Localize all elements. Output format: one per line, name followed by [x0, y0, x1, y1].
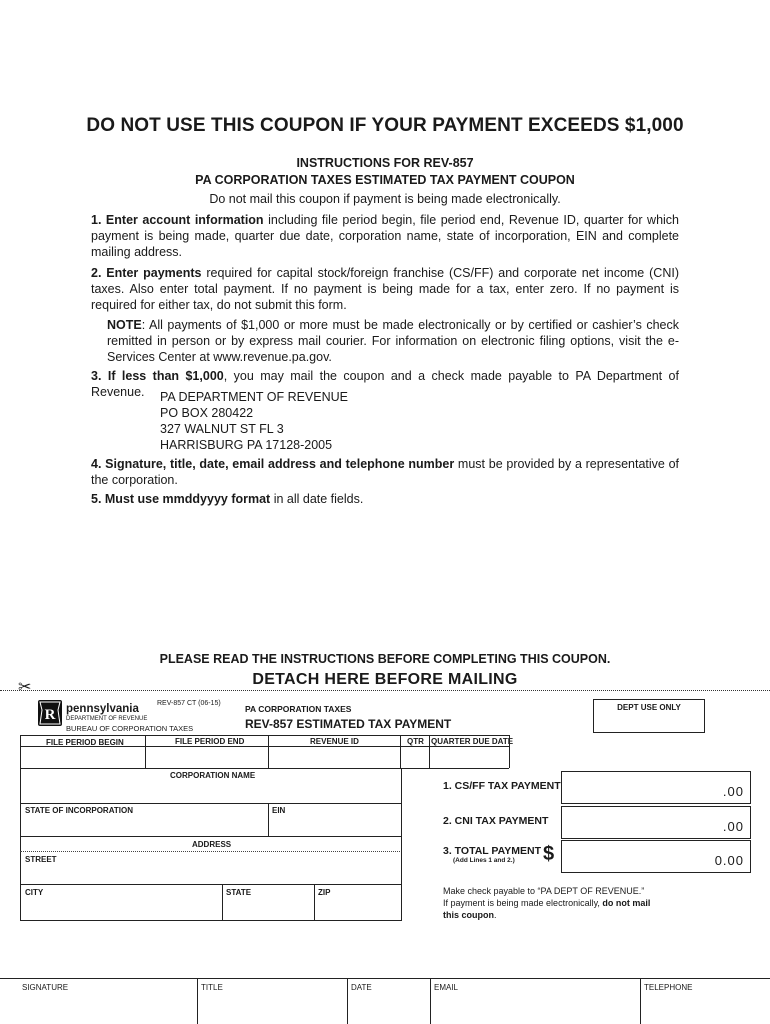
quarter-due-date-input[interactable]	[431, 748, 507, 766]
instruction-item-4-lead: 4. Signature, title, date, email address and telephone number	[91, 457, 455, 471]
instruction-item-4-text: must be provided by a representative of the corporation.	[91, 457, 679, 487]
logo-wordmark: pennsylvania	[66, 703, 139, 715]
file-period-end-label: FILE PERIOD END	[175, 737, 245, 746]
detach-line	[0, 690, 770, 691]
mailing-address	[160, 389, 348, 453]
state-label: STATE	[226, 888, 252, 897]
corporation-name-input[interactable]	[22, 781, 398, 801]
page-headline: DO NOT USE THIS COUPON IF YOUR PAYMENT EXCEEDS $1,000	[86, 115, 684, 136]
rule	[430, 978, 431, 1024]
pa-keystone-logo-icon	[38, 700, 62, 726]
note-lead: NOTE	[107, 318, 142, 332]
instruction-item-1-lead: 1. Enter account information	[91, 213, 264, 227]
quarter-due-date-label: QUARTER DUE DATE	[431, 737, 514, 746]
address-label: ADDRESS	[192, 840, 232, 849]
instruction-item-2-text: required for capital stock/foreign franchise (CS/FF) and corporate net income (CNI) taxes. Also enter total payment. If no payment is being made for a tax, enter zero. If no payment is required for either tax, do not submit this form.	[91, 266, 679, 312]
file-period-begin-label: FILE PERIOD BEGIN	[46, 738, 124, 747]
zip-label: ZIP	[318, 888, 331, 897]
rule	[314, 884, 315, 920]
address-line-4: HARRISBURG PA 17128-2005	[160, 438, 333, 452]
check-note-end: .	[494, 910, 497, 920]
rule	[20, 746, 509, 747]
date-label: DATE	[351, 983, 372, 992]
rule	[347, 978, 348, 1024]
cni-payment-input[interactable]	[561, 806, 751, 839]
telephone-label: TELEPHONE	[644, 983, 693, 992]
total-payment-sublabel: (Add Lines 1 and 2.)	[453, 857, 515, 864]
title-label: TITLE	[201, 983, 223, 992]
cs-ff-amount: .00	[722, 784, 744, 799]
cs-ff-payment-label: 1. CS/FF TAX PAYMENT	[443, 780, 561, 792]
instructions-note: Do not mail this coupon if payment is being made electronically.	[209, 192, 561, 206]
dept-use-label: DEPT USE ONLY	[617, 703, 681, 712]
rule	[429, 735, 430, 768]
state-of-incorporation-input[interactable]	[22, 816, 266, 834]
dept-use-box	[593, 699, 705, 733]
instruction-item-5-lead: 5. Must use mmddyyyy format	[91, 492, 271, 506]
corporation-name-label: CORPORATION NAME	[170, 771, 256, 780]
form-code: REV-857 CT (06-15)	[157, 700, 221, 707]
instruction-item-1	[91, 212, 679, 260]
rule	[145, 735, 146, 768]
street-input[interactable]	[22, 864, 398, 882]
note-text: : All payments of $1,000 or more must be made electronically or by certified or cashier’s check remitted in person or by express mail courier. For information on electronic filing options, visit the e-Services Center at www.revenue.pa.gov.	[107, 318, 679, 364]
address-line-2: PO BOX 280422	[160, 406, 254, 420]
svg-text:R: R	[44, 707, 56, 723]
address-line-1: PA DEPARTMENT OF REVENUE	[160, 390, 349, 404]
file-period-end-input[interactable]	[147, 748, 266, 766]
rule	[0, 978, 770, 979]
detach-heading: DETACH HERE BEFORE MAILING	[252, 671, 518, 688]
read-instructions-banner: PLEASE READ THE INSTRUCTIONS BEFORE COMPLETING THIS COUPON.	[159, 652, 611, 666]
qtr-input[interactable]	[402, 748, 427, 766]
ein-input[interactable]	[270, 816, 398, 834]
zip-input[interactable]	[316, 898, 398, 918]
instruction-item-2	[91, 265, 679, 313]
scissors-icon: ✂	[18, 679, 32, 696]
instruction-item-3-text: , you may mail the coupon and a check made payable to PA Department of Revenue.	[91, 369, 679, 399]
qtr-label: QTR	[407, 737, 424, 746]
instruction-item-3-lead: 3. If less than $1,000	[91, 369, 224, 383]
telephone-input[interactable]	[642, 994, 768, 1022]
email-input[interactable]	[432, 994, 638, 1022]
city-label: CITY	[25, 888, 44, 897]
rule	[222, 884, 223, 920]
bureau-name: BUREAU OF CORPORATION TAXES	[66, 724, 194, 733]
check-payable-note	[443, 885, 650, 921]
cni-amount: .00	[722, 819, 744, 834]
ein-label: EIN	[272, 806, 286, 815]
instruction-note-payments	[107, 317, 679, 365]
form-title: REV-857 ESTIMATED TAX PAYMENT	[245, 717, 452, 731]
rule	[509, 735, 510, 768]
logo-department: DEPARTMENT OF REVENUE	[66, 716, 148, 722]
signature-input[interactable]	[2, 994, 195, 1022]
revenue-id-input[interactable]	[270, 748, 398, 766]
rule	[20, 851, 400, 852]
check-note-bold1: do not mail	[602, 898, 651, 908]
instruction-item-4	[91, 456, 679, 488]
rule	[20, 836, 401, 837]
email-label: EMAIL	[434, 983, 459, 992]
tax-line: PA CORPORATION TAXES	[245, 704, 352, 714]
total-payment-label: 3. TOTAL PAYMENT	[443, 845, 542, 857]
rule	[197, 978, 198, 1024]
rule	[268, 735, 269, 768]
title-input[interactable]	[199, 994, 345, 1022]
check-note-line1: Make check payable to “PA DEPT OF REVENUE.”	[443, 886, 645, 896]
file-period-begin-input[interactable]	[22, 748, 143, 766]
dollar-sign-icon: $	[543, 843, 555, 865]
revenue-id-label: REVENUE ID	[310, 737, 359, 746]
rule	[640, 978, 641, 1024]
instruction-item-2-lead: 2. Enter payments	[91, 266, 202, 280]
cs-ff-payment-input[interactable]	[561, 771, 751, 804]
cni-payment-label: 2. CNI TAX PAYMENT	[443, 815, 549, 827]
date-input[interactable]	[349, 994, 428, 1022]
rule	[268, 803, 269, 836]
check-note-line2: If payment is being made electronically,	[443, 898, 603, 908]
instructions-title	[0, 155, 770, 189]
state-of-incorporation-label: STATE OF INCORPORATION	[25, 806, 133, 815]
total-amount: 0.00	[714, 853, 744, 868]
rule	[400, 735, 401, 768]
state-input[interactable]	[224, 898, 312, 918]
instruction-item-5-text: in all date fields.	[270, 492, 364, 506]
instruction-item-1-text: including file period begin, file period end, Revenue ID, quarter for which payment is being made, quarter due date, corporation name, state of incorporation, EIN and complete mailing address.	[91, 213, 680, 259]
instructions-title-line2: PA CORPORATION TAXES ESTIMATED TAX PAYMENT COUPON	[195, 173, 575, 187]
rule	[20, 735, 21, 768]
instructions-title-line1: INSTRUCTIONS FOR REV-857	[296, 156, 474, 170]
total-payment-input[interactable]	[561, 840, 751, 873]
check-note-bold2: this coupon	[443, 910, 494, 920]
street-label: STREET	[25, 855, 57, 864]
city-input[interactable]	[22, 898, 220, 918]
rule	[20, 735, 509, 736]
address-line-3: 327 WALNUT ST FL 3	[160, 422, 284, 436]
rule	[20, 803, 401, 804]
instruction-item-5	[91, 491, 679, 507]
signature-label: SIGNATURE	[22, 983, 69, 992]
rule	[20, 884, 401, 885]
